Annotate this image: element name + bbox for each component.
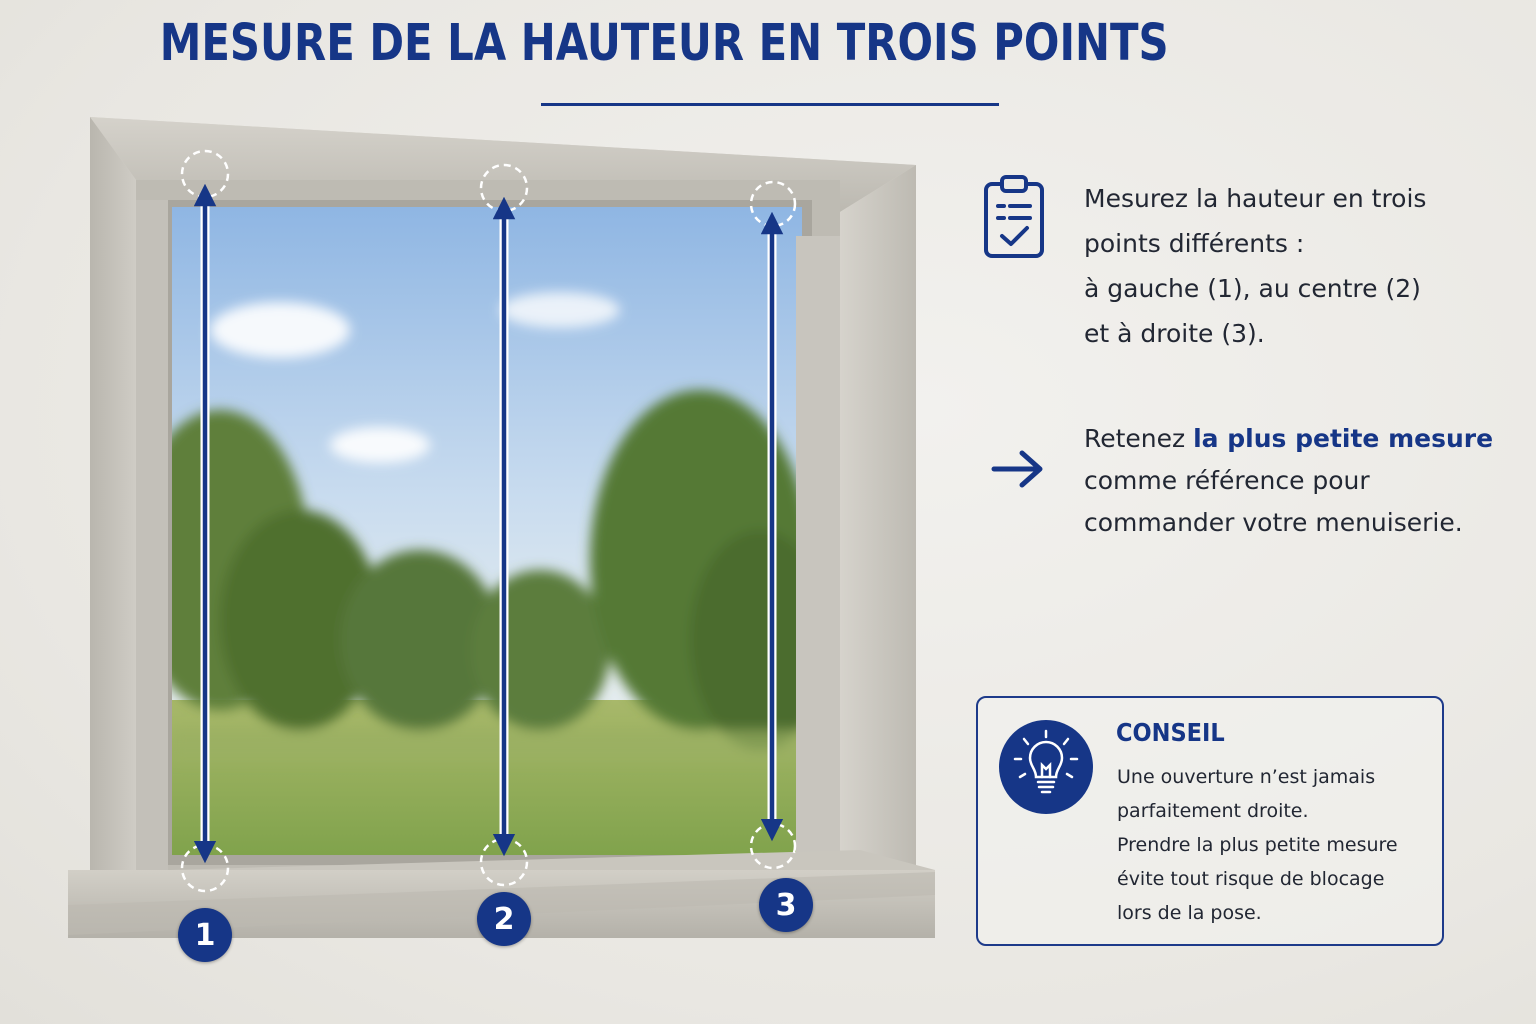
instruction-line-3: à gauche (1), au centre (2) xyxy=(1084,274,1421,303)
measure-label-2: 2 xyxy=(477,892,531,946)
instruction-line-4: et à droite (3). xyxy=(1084,319,1265,348)
retain-highlight: la plus petite mesure xyxy=(1193,424,1494,453)
lightbulb-icon xyxy=(998,719,1094,815)
tip-line-4: évite tout risque de blocage xyxy=(1117,868,1385,890)
tip-line-3: Prendre la plus petite mesure xyxy=(1117,834,1398,856)
measure-label-1: 1 xyxy=(178,908,232,962)
arrow-right-icon xyxy=(990,447,1046,491)
instruction-text xyxy=(1084,176,1484,356)
retain-after: comme référence pour commander votre menuiserie. xyxy=(1084,466,1463,537)
retain-text xyxy=(1084,418,1504,544)
page-title: MESURE DE LA HAUTEUR EN TROIS POINTS xyxy=(159,14,1169,73)
instruction-line-1: Mesurez la hauteur en trois xyxy=(1084,184,1427,213)
reveal-left xyxy=(90,117,136,905)
tip-line-1: Une ouverture n’est jamais xyxy=(1117,766,1376,788)
retain-before: Retenez xyxy=(1084,424,1194,453)
tip-line-2: parfaitement droite. xyxy=(1117,800,1309,822)
tip-line-5: lors de la pose. xyxy=(1117,902,1262,924)
reveal-right xyxy=(840,165,916,900)
instruction-line-2: points différents : xyxy=(1084,229,1305,258)
tip-text xyxy=(1117,760,1437,930)
landscape-view xyxy=(130,207,830,860)
measure-label-3: 3 xyxy=(759,878,813,932)
clipboard-check-icon xyxy=(982,174,1046,260)
tip-title: CONSEIL xyxy=(1116,718,1225,747)
